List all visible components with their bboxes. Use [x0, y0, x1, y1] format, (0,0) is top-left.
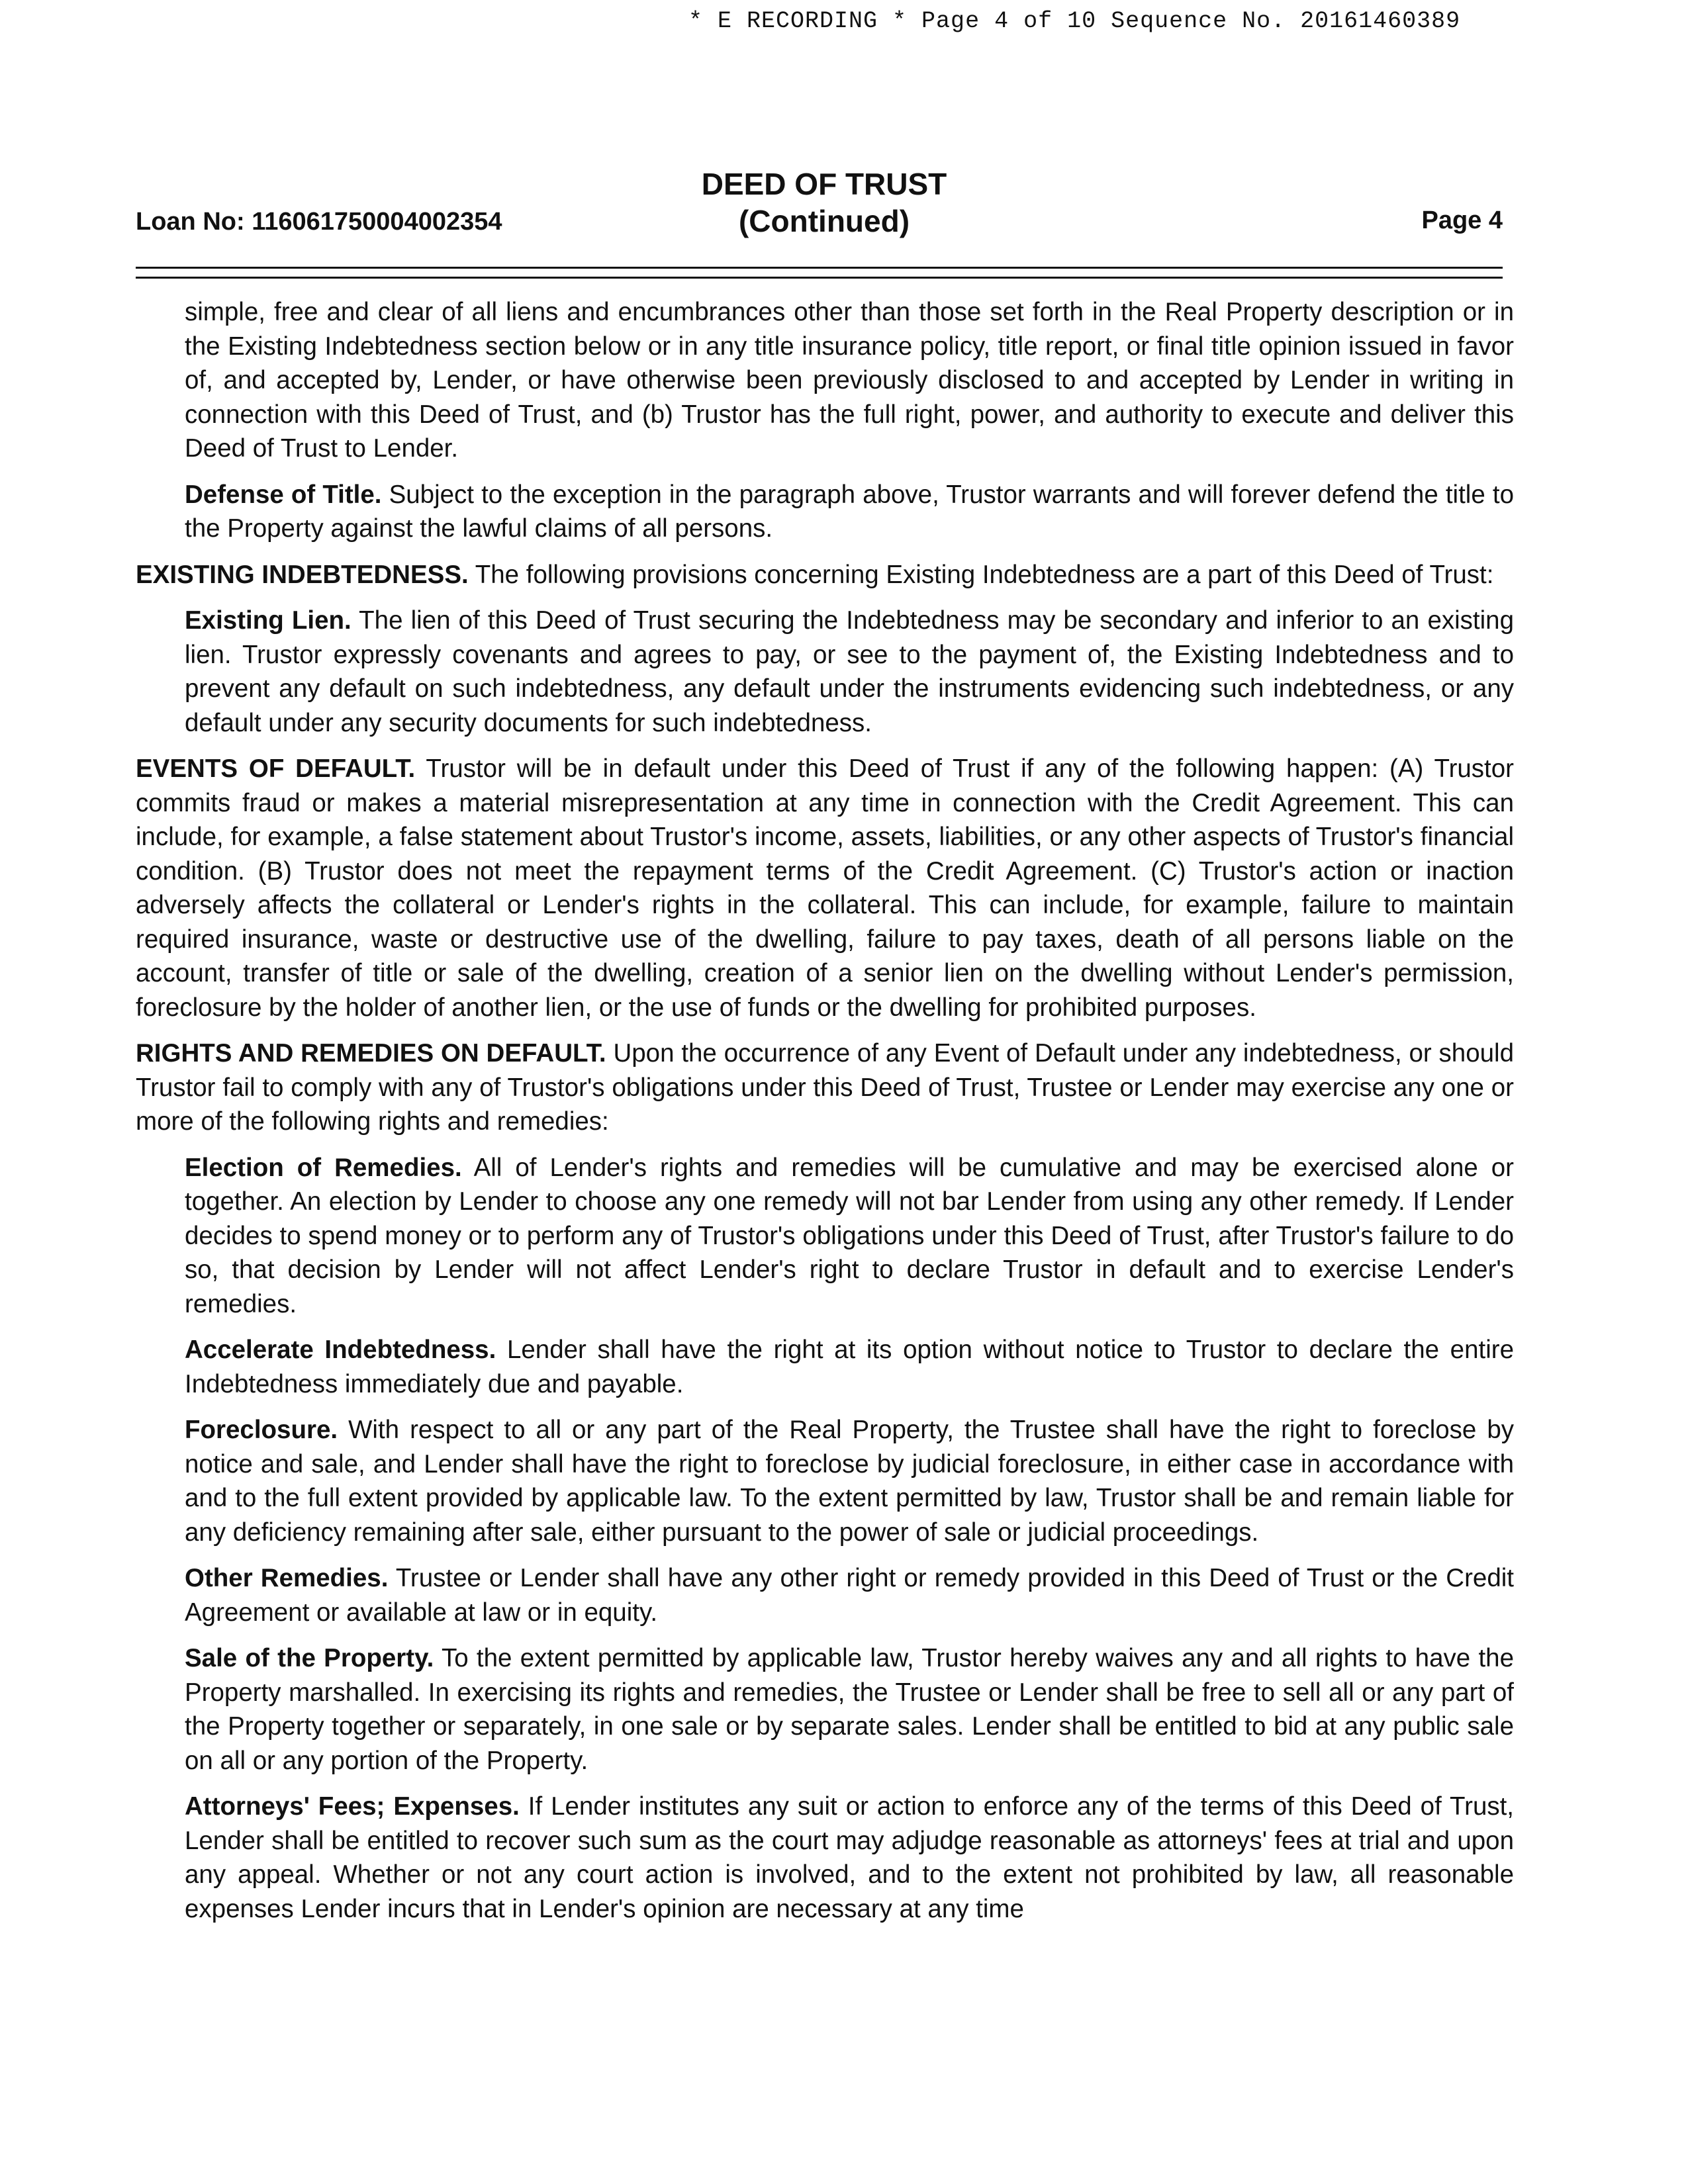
election-of-remedies-term: Election of Remedies.	[185, 1153, 462, 1182]
existing-indebtedness-text: The following provisions concerning Existing Indebtedness are a part of this Deed of Trust:	[475, 560, 1494, 589]
accelerate-indebtedness-paragraph	[185, 1333, 1514, 1401]
existing-indebtedness-paragraph	[136, 558, 1514, 592]
foreclosure-text: With respect to all or any part of the Real Property, the Trustee shall have the right to foreclose by notice and sale, and Lender shall have the right to foreclose by judicial foreclosure, in either case in accordance with and to the full extent provided by applicable law. To the extent permitted by law, Trustor shall be and remain liable for any deficiency remaining after sale, either pursuant to the power of sale or judicial proceedings.	[185, 1416, 1514, 1547]
document-body	[136, 295, 1514, 1938]
header-rule-top	[136, 267, 1503, 269]
accelerate-indebtedness-term: Accelerate Indebtedness.	[185, 1336, 496, 1364]
foreclosure-term: Foreclosure.	[185, 1416, 338, 1444]
election-of-remedies-text: All of Lender's rights and remedies will be cumulative and may be exercised alone or together. An election by Lender to choose any one remedy will not bar Lender from using any other remedy. If Lender decides to spend money or to perform any of Trustor's obligations under this Deed of Trust, after Trustor's failure to do so, that decision by Lender will not affect Lender's right to declare Trustor in default and to exercise Lender's remedies.	[185, 1153, 1515, 1318]
rights-and-remedies-heading: RIGHTS AND REMEDIES ON DEFAULT.	[136, 1039, 606, 1068]
title-line-2: (Continued)	[738, 204, 910, 238]
rights-and-remedies-text: Upon the occurrence of any Event of Default under any indebtedness, or should Trustor fail to comply with any of Trustor's obligations under this Deed of Trust, Trustee or Lender may exercise any one or more of the following rights and remedies:	[136, 1039, 1514, 1136]
attorneys-fees-text: If Lender institutes any suit or action to enforce any of the terms of this Deed of Trust, Lender shall be entitled to recover such sum as the court may adjudge reasonable as attorneys' fees at trial and upon any appeal. Whether or not any court action is involved, and to the extent not prohibited by law, all reasonable expenses Lender incurs that in Lender's opinion are necessary at any time	[185, 1792, 1514, 1923]
header-rule-bottom	[136, 277, 1503, 279]
page-header	[136, 165, 1503, 245]
existing-lien-paragraph	[185, 604, 1514, 740]
existing-lien-term: Existing Lien.	[185, 606, 352, 635]
other-remedies-term: Other Remedies.	[185, 1564, 389, 1592]
recording-stamp: * E RECORDING * Page 4 of 10 Sequence No. 20161460389	[688, 8, 1461, 34]
events-of-default-text: Trustor will be in default under this Deed of Trust if any of the following happen: (A) Trustor commits fraud or makes a material misrepresentation at any time in connection with the Credit Agreement. This can include, for example, a false statement about Trustor's income, assets, liabilities, or any other aspects of Trustor's financial condition. (B) Trustor does not meet the repayment terms of the Credit Agreement. (C) Trustor's action or inaction adversely affects the collateral or Lender's rights in the collateral. This can include, for example, failure to maintain required insurance, waste or destructive use of the dwelling, failure to pay taxes, death of all persons liable on the account, transfer of title or sale of the dwelling, creation of a senior lien on the dwelling without Lender's permission, foreclosure by the holder of another lien, or the use of funds or the dwelling for prohibited purposes.	[136, 754, 1514, 1022]
accelerate-indebtedness-text: Lender shall have the right at its option without notice to Trustor to declare the entire Indebtedness immediately due and payable.	[185, 1336, 1514, 1398]
existing-lien-text: The lien of this Deed of Trust securing the Indebtedness may be secondary and inferior to an existing lien. Trustor expressly covenants and agrees to pay, or see to the payment of, the Existing Indebtedness and to prevent any default on such indebtedness, any default under the instruments evidencing such indebtedness, or any default under any security documents for such indebtedness.	[185, 606, 1514, 737]
document-title	[695, 165, 953, 240]
defense-of-title-paragraph	[185, 478, 1514, 546]
sale-of-property-text: To the extent permitted by applicable law, Trustor hereby waives any and all rights to have the Property marshalled. In exercising its rights and remedies, the Trustee or Lender shall be free to sell all or any part of the Property together or separately, in one sale or by separate sales. Lender shall be entitled to bid at any public sale on all or any portion of the Property.	[185, 1644, 1514, 1775]
attorneys-fees-paragraph	[185, 1790, 1514, 1926]
other-remedies-paragraph	[185, 1561, 1514, 1629]
foreclosure-paragraph	[185, 1413, 1514, 1549]
attorneys-fees-term: Attorneys' Fees; Expenses.	[185, 1792, 520, 1821]
rights-and-remedies-paragraph	[136, 1036, 1514, 1139]
election-of-remedies-paragraph	[185, 1151, 1514, 1322]
page-number: Page 4	[1421, 206, 1503, 234]
sale-of-property-term: Sale of the Property.	[185, 1644, 434, 1672]
continued-paragraph: simple, free and clear of all liens and encumbrances other than those set forth in the Real Property description or in the Existing Indebtedness section below or in any title insurance policy, title report, or final title opinion issued in favor of, and accepted by, Lender, or have otherwise been previously disclosed to and accepted by Lender in writing in connection with this Deed of Trust, and (b) Trustor has the full right, power, and authority to execute and deliver this Deed of Trust to Lender.	[185, 298, 1514, 463]
sale-of-property-paragraph	[185, 1641, 1514, 1778]
defense-of-title-text: Subject to the exception in the paragraph above, Trustor warrants and will forever defend the title to the Property against the lawful claims of all persons.	[185, 480, 1514, 543]
loan-number: Loan No: 116061750004002354	[136, 208, 502, 236]
title-line-1: DEED OF TRUST	[701, 167, 947, 201]
existing-indebtedness-heading: EXISTING INDEBTEDNESS.	[136, 560, 469, 589]
other-remedies-text: Trustee or Lender shall have any other right or remedy provided in this Deed of Trust or the Credit Agreement or available at law or in equity.	[185, 1564, 1514, 1627]
defense-of-title-term: Defense of Title.	[185, 480, 382, 509]
events-of-default-heading: EVENTS OF DEFAULT.	[136, 754, 416, 783]
events-of-default-paragraph	[136, 752, 1514, 1024]
